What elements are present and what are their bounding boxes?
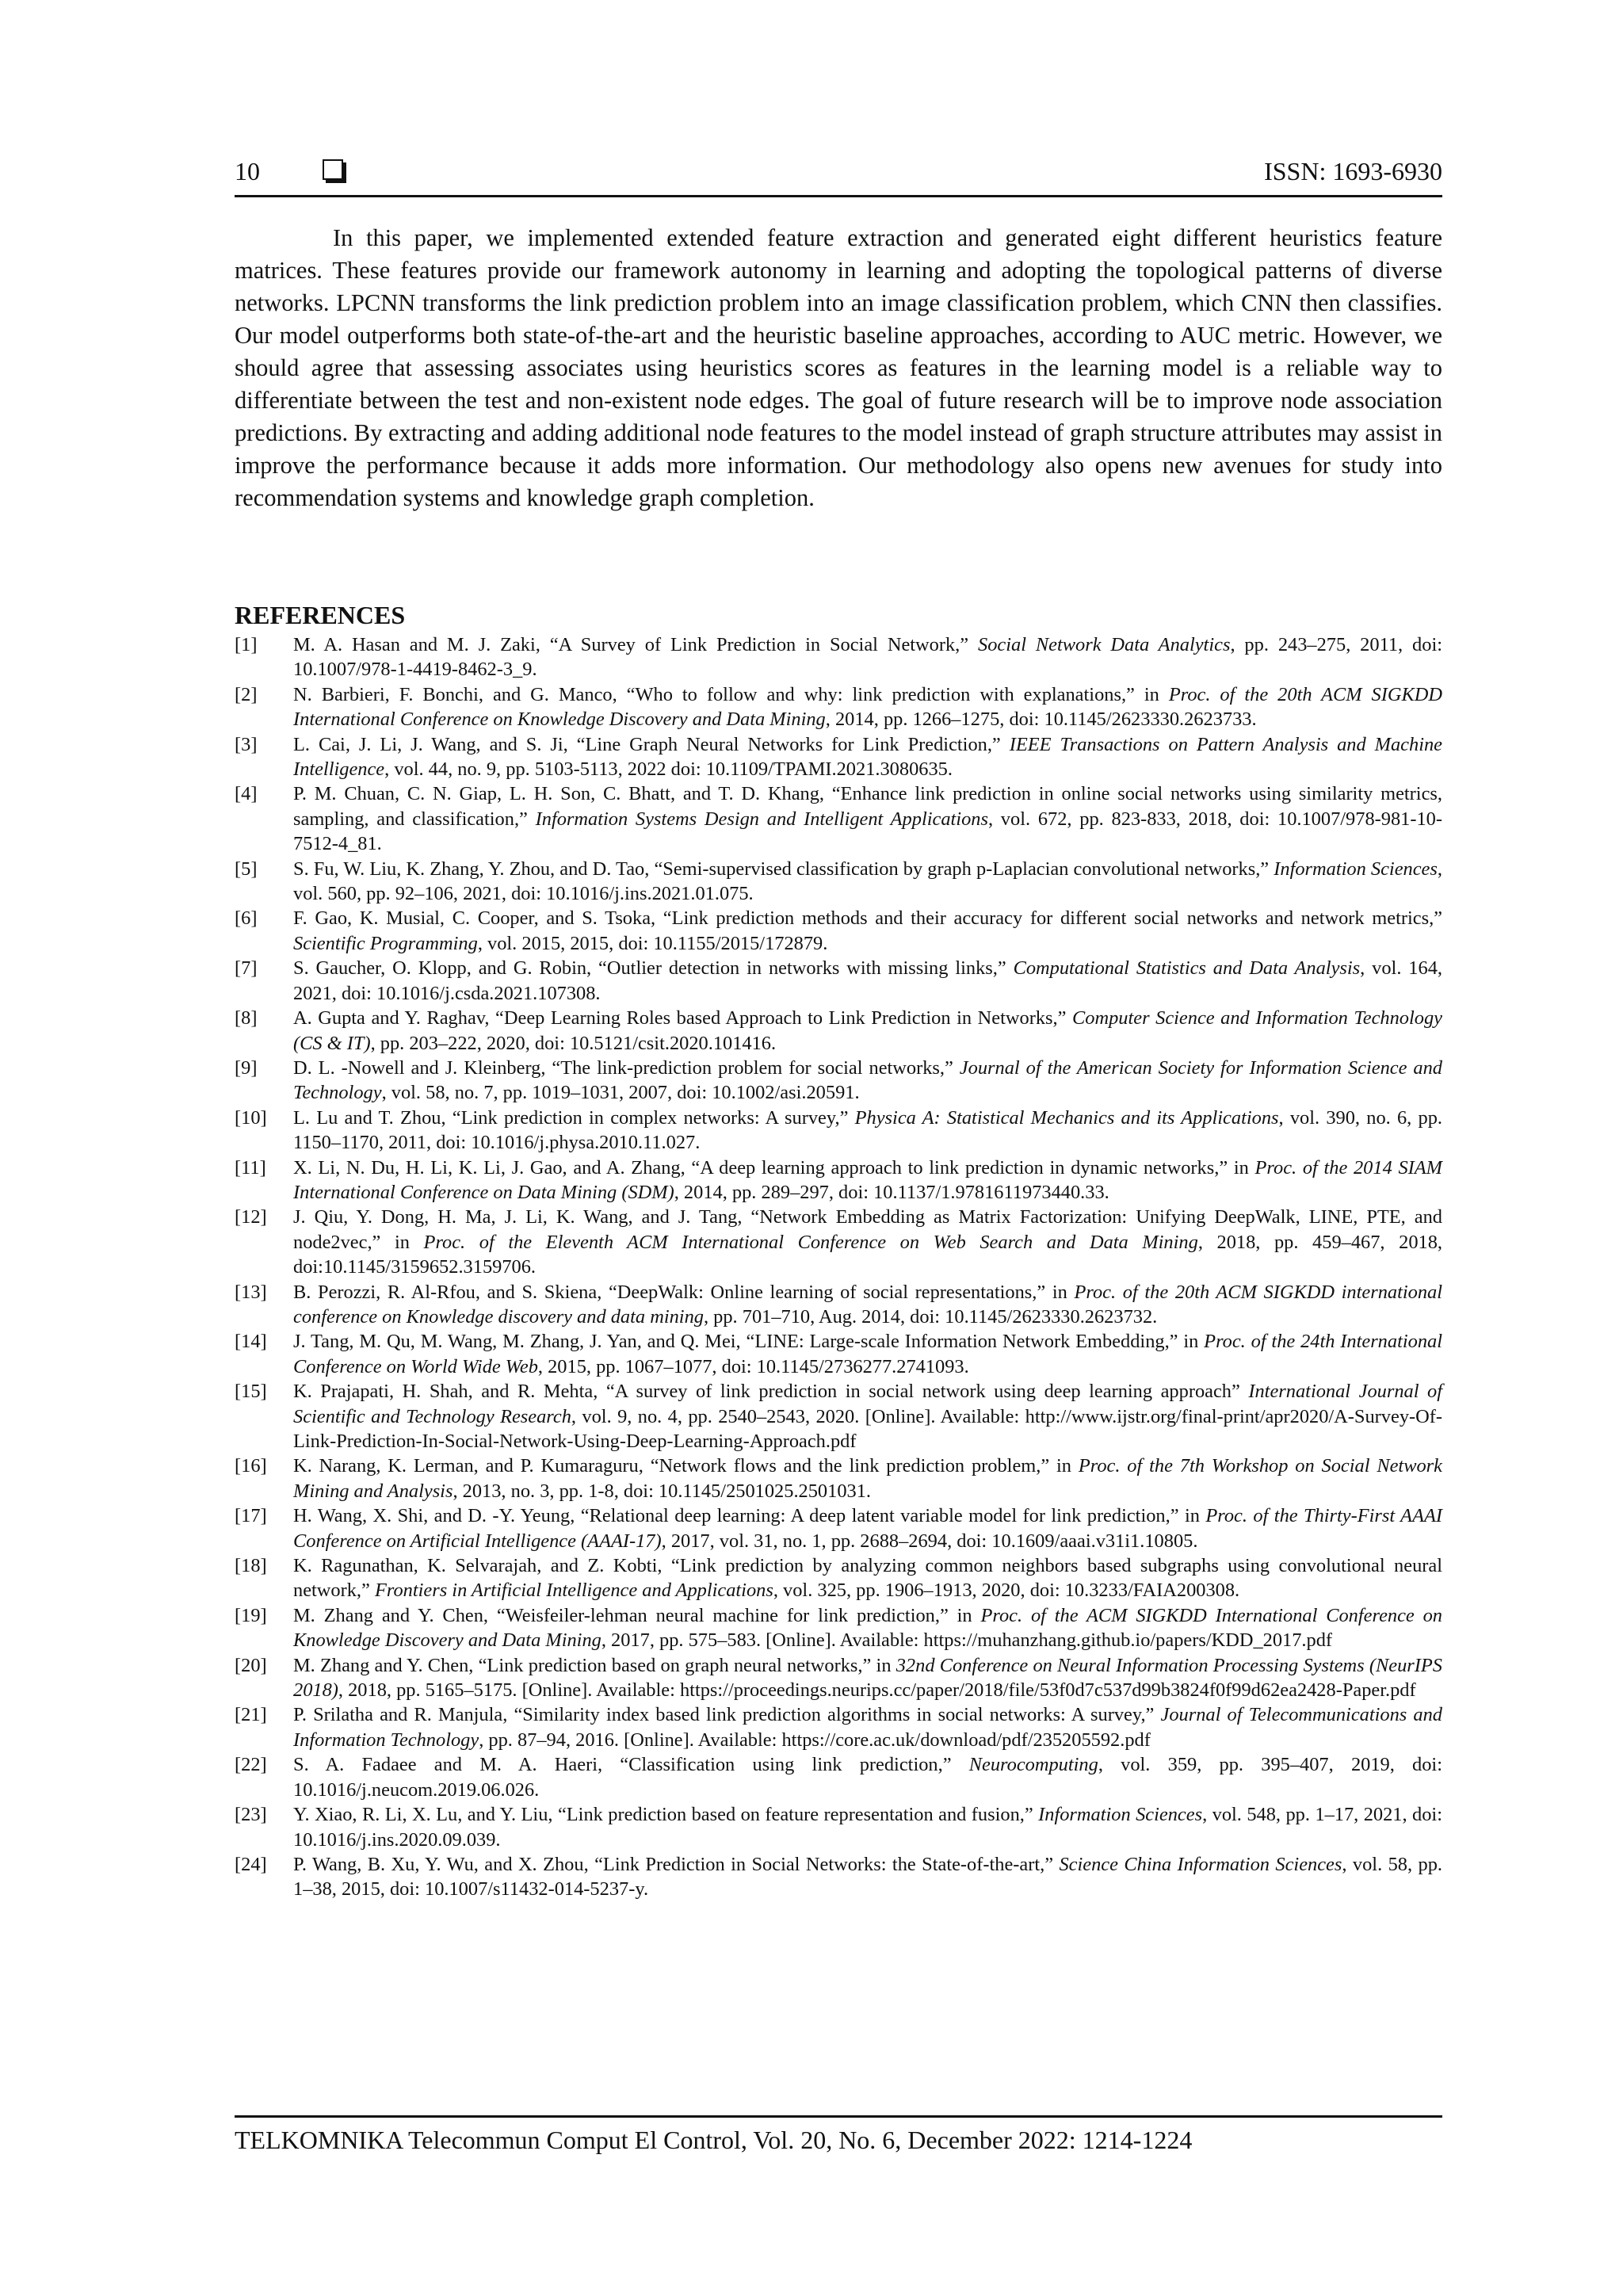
reference-details: , 2018, pp. 5165–5175. [Online]. Available: https://proceedings.neurips.cc/paper/2018/file/53f0d7c537d99b3824f0f99d62ea2428-Paper.pdf: [338, 1679, 1416, 1702]
reference-venue: Neurocomputing: [968, 1754, 1098, 1776]
reference-details: , vol. 2015, 2015, doi: 10.1155/2015/172879.: [477, 932, 828, 954]
reference-details: , pp. 87–94, 2016. [Online]. Available: https://core.ac.uk/download/pdf/235205592.pdf: [479, 1729, 1151, 1751]
reference-item: [235, 781, 1442, 856]
reference-details: , 2015, pp. 1067–1077, doi: 10.1145/2736277.2741093.: [537, 1355, 969, 1377]
reference-authors-title: L. Cai, J. Li, J. Wang, and S. Ji, “Line Graph Neural Networks for Link Prediction,”: [293, 733, 1010, 755]
reference-text: [293, 1454, 1442, 1503]
reference-venue: Proc. of the 20th ACM SIGKDD international conference on Knowledge discovery and data mining: [293, 1281, 1442, 1328]
conclusion-paragraph: In this paper, we implemented extended feature extraction and generated eight different heuristics feature matrices. These features provide our framework autonomy in learning and adopting the topological patterns of diverse networks. LPCNN transforms the link prediction problem into an image classification problem, which CNN then classifies. Our model outperforms both state-of-the-art and the heuristic baseline approaches, according to AUC metric. However, we should agree that assessing associates using heuristics scores as features in the learning model is a reliable way to differentiate between the test and non-existent node edges. The goal of future research will be to improve node association predictions. By extracting and adding additional node features to the model instead of graph structure attributes may assist in improve the performance because it adds more information. Our methodology also opens new avenues for study into recommendation systems and knowledge graph completion.: [235, 224, 1442, 511]
reference-item: [235, 1205, 1442, 1279]
reference-details: , 2017, pp. 575–583. [Online]. Available: https://muhanzhang.github.io/papers/KDD_2017.pdf: [601, 1629, 1333, 1652]
reference-text: [293, 1329, 1442, 1379]
reference-authors-title: Y. Xiao, R. Li, X. Lu, and Y. Liu, “Link prediction based on feature representation and fusion,”: [293, 1804, 1039, 1826]
reference-item: [235, 857, 1442, 907]
reference-details: , vol. 359, pp. 395–407, 2019, doi: 10.1016/j.neucom.2019.06.026.: [293, 1754, 1442, 1801]
reference-authors-title: D. L. -Nowell and J. Kleinberg, “The link-prediction problem for social networks,”: [293, 1056, 960, 1079]
reference-item: [235, 1852, 1442, 1902]
reference-text: [293, 632, 1442, 682]
reference-text: [293, 1106, 1442, 1156]
reference-number: [1]: [235, 634, 258, 655]
reference-venue: Proc. of the 2014 SIAM International Conference on Data Mining (SDM): [293, 1156, 1442, 1203]
reference-details: , vol. 325, pp. 1906–1913, 2020, doi: 10.3233/FAIA200308.: [773, 1580, 1240, 1602]
reference-item: [235, 1702, 1442, 1752]
reference-venue: Journal of Telecommunications and Information Technology: [293, 1704, 1442, 1751]
reference-item: [235, 1503, 1442, 1553]
reference-item: [235, 1802, 1442, 1852]
reference-item: [235, 682, 1442, 732]
reference-venue: Social Network Data Analytics: [978, 634, 1231, 655]
reference-details: , vol. 672, pp. 823-833, 2018, doi: 10.1007/978-981-10-7512-4_81.: [293, 808, 1442, 855]
reference-item: [235, 1653, 1442, 1703]
reference-item: [235, 956, 1442, 1006]
reference-details: , 2014, pp. 1266–1275, doi: 10.1145/2623330.2623733.: [825, 709, 1257, 731]
reference-venue: Computer Science and Information Technology (CS & IT): [293, 1007, 1442, 1054]
reference-text: [293, 1802, 1442, 1852]
references-heading: REFERENCES: [235, 601, 406, 629]
reference-number: [18]: [235, 1555, 267, 1577]
reference-authors-title: M. A. Hasan and M. J. Zaki, “A Survey of Link Prediction in Social Network,”: [293, 634, 979, 655]
reference-details: , pp. 701–710, Aug. 2014, doi: 10.1145/2623330.2623732.: [703, 1305, 1158, 1328]
reference-text: [293, 1702, 1442, 1752]
reference-venue: Information Systems Design and Intelligent Applications: [535, 808, 988, 830]
reference-number: [6]: [235, 907, 258, 930]
reference-text: [293, 1653, 1442, 1703]
page-number: 10: [235, 157, 260, 185]
reference-authors-title: J. Tang, M. Qu, M. Wang, M. Zhang, J. Yan, and Q. Mei, “LINE: Large-scale Information Network Embedding,” in: [293, 1331, 1205, 1353]
reference-authors-title: S. Fu, W. Liu, K. Zhang, Y. Zhou, and D. Tao, “Semi-supervised classification by graph p-Laplacian convolutional networks,”: [293, 858, 1274, 880]
reference-text: [293, 1852, 1442, 1902]
reference-details: , vol. 548, pp. 1–17, 2021, doi: 10.1016/j.ins.2020.09.039.: [293, 1804, 1442, 1851]
running-footer: [235, 2115, 1442, 2156]
reference-authors-title: S. A. Fadaee and M. A. Haeri, “Classification using link prediction,”: [293, 1754, 969, 1776]
reference-details: , 2014, pp. 289–297, doi: 10.1137/1.9781611973440.33.: [674, 1181, 1109, 1203]
reference-number: [14]: [235, 1331, 267, 1353]
reference-text: [293, 1553, 1442, 1603]
reference-item: [235, 1106, 1442, 1156]
reference-authors-title: K. Prajapati, H. Shah, and R. Mehta, “A survey of link prediction in social network using deep learning approach”: [293, 1381, 1249, 1403]
reference-number: [9]: [235, 1056, 258, 1079]
reference-text: [293, 682, 1442, 732]
reference-authors-title: N. Barbieri, F. Bonchi, and G. Manco, “Who to follow and why: link prediction with explanations,” in: [293, 683, 1169, 705]
references-list: [235, 632, 1442, 1902]
reference-text: [293, 857, 1442, 907]
reference-item: [235, 632, 1442, 682]
reference-number: [2]: [235, 683, 258, 705]
reference-number: [11]: [235, 1156, 266, 1179]
reference-venue: Science China Information Sciences: [1059, 1853, 1342, 1875]
reference-number: [7]: [235, 957, 258, 980]
reference-text: [293, 1752, 1442, 1802]
reference-details: , vol. 164, 2021, doi: 10.1016/j.csda.2021.107308.: [293, 957, 1442, 1004]
reference-authors-title: S. Gaucher, O. Klopp, and G. Robin, “Outlier detection in networks with missing links,”: [293, 957, 1014, 980]
reference-item: [235, 1156, 1442, 1205]
reference-number: [16]: [235, 1455, 267, 1477]
reference-number: [19]: [235, 1604, 267, 1626]
reference-number: [5]: [235, 858, 258, 880]
reference-text: [293, 781, 1442, 856]
reference-authors-title: F. Gao, K. Musial, C. Cooper, and S. Tsoka, “Link prediction methods and their accuracy for different social networks and network metrics,”: [293, 907, 1442, 930]
reference-details: , vol. 560, pp. 92–106, 2021, doi: 10.1016/j.ins.2021.01.075.: [293, 858, 1442, 905]
reference-text: [293, 1056, 1442, 1106]
reference-venue: Information Sciences: [1038, 1804, 1203, 1826]
reference-item: [235, 1603, 1442, 1653]
reference-authors-title: A. Gupta and Y. Raghav, “Deep Learning Roles based Approach to Link Prediction in Networks,”: [293, 1007, 1072, 1030]
reference-text: [293, 1603, 1442, 1653]
reference-item: [235, 1056, 1442, 1106]
reference-details: , vol. 9, no. 4, pp. 2540–2543, 2020. [Online]. Available: http://www.ijstr.org/final-print/apr2020/A-Survey-Of-Link-Prediction-In-Social-Network-Using-Deep-Learning-Approach.pdf: [293, 1405, 1442, 1452]
reference-details: , vol. 390, no. 6, pp. 1150–1170, 2011, doi: 10.1016/j.physa.2010.11.027.: [293, 1106, 1442, 1154]
reference-authors-title: J. Qiu, Y. Dong, H. Ma, J. Li, K. Wang, and J. Tang, “Network Embedding as Matrix Factorization: Unifying DeepWalk, LINE, PTE, and node2vec,” in: [293, 1206, 1442, 1253]
reference-authors-title: P. Wang, B. Xu, Y. Wu, and X. Zhou, “Link Prediction in Social Networks: the State-of-the-art,”: [293, 1853, 1060, 1875]
reference-venue: Proc. of the ACM SIGKDD International Conference on Knowledge Discovery and Data Mining: [293, 1604, 1442, 1652]
reference-number: [21]: [235, 1704, 267, 1726]
reference-number: [24]: [235, 1853, 267, 1875]
reference-details: , 2018, pp. 459–467, 2018, doi:10.1145/3159652.3159706.: [293, 1231, 1443, 1278]
reference-authors-title: L. Lu and T. Zhou, “Link prediction in complex networks: A survey,”: [293, 1106, 855, 1129]
issn-label: ISSN: 1693-6930: [1264, 157, 1442, 185]
footer-citation: TELKOMNIKA Telecommun Comput El Control, Vol. 20, No. 6, December 2022: 1214-1224: [235, 2126, 1193, 2154]
reference-details: , 2013, no. 3, pp. 1-8, doi: 10.1145/2501025.2501031.: [453, 1480, 872, 1502]
reference-details: , pp. 243–275, 2011, doi: 10.1007/978-1-4419-8462-3_9.: [293, 634, 1443, 681]
reference-venue: Proc. of the 7th Workshop on Social Network Mining and Analysis: [293, 1455, 1442, 1502]
reference-venue: International Journal of Scientific and Technology Research: [293, 1381, 1442, 1427]
reference-authors-title: M. Zhang and Y. Chen, “Link prediction based on graph neural networks,” in: [293, 1654, 896, 1676]
shadowed-box-icon: [323, 159, 343, 180]
reference-text: [293, 1156, 1442, 1205]
reference-text: [293, 1379, 1442, 1454]
reference-item: [235, 1379, 1442, 1454]
reference-text: [293, 906, 1442, 956]
reference-item: [235, 1752, 1442, 1802]
reference-venue: Proc. of the 20th ACM SIGKDD International Conference on Knowledge Discovery and Data Mining: [293, 683, 1442, 731]
reference-authors-title: K. Narang, K. Lerman, and P. Kumaraguru, “Network flows and the link prediction problem,” in: [293, 1455, 1079, 1477]
reference-item: [235, 1553, 1442, 1603]
reference-text: [293, 956, 1442, 1006]
reference-item: [235, 906, 1442, 956]
reference-number: [13]: [235, 1281, 267, 1303]
reference-details: , vol. 44, no. 9, pp. 5103-5113, 2022 doi: 10.1109/TPAMI.2021.3080635.: [384, 758, 953, 781]
reference-venue: Scientific Programming: [293, 932, 478, 954]
reference-authors-title: M. Zhang and Y. Chen, “Weisfeiler-lehman neural machine for link prediction,” in: [293, 1604, 981, 1626]
reference-authors-title: K. Ragunathan, K. Selvarajah, and Z. Kobti, “Link prediction by analyzing common neighbors based subgraphs using convolutional neural network,”: [293, 1555, 1442, 1602]
reference-number: [4]: [235, 783, 258, 805]
reference-number: [8]: [235, 1007, 258, 1030]
reference-authors-title: P. M. Chuan, C. N. Giap, L. H. Son, C. Bhatt, and T. D. Khang, “Enhance link prediction in online social networks using similarity metrics, sampling, and classification,”: [293, 783, 1442, 830]
reference-text: [293, 1006, 1442, 1056]
reference-number: [15]: [235, 1381, 267, 1403]
reference-number: [10]: [235, 1106, 267, 1129]
reference-venue: IEEE Transactions on Pattern Analysis and Machine Intelligence: [293, 733, 1442, 781]
reference-venue: Proc. of the Thirty-First AAAI Conference on Artificial Intelligence (AAAI-17): [293, 1505, 1442, 1552]
reference-details: , vol. 58, no. 7, pp. 1019–1031, 2007, doi: 10.1002/asi.20591.: [381, 1082, 860, 1104]
reference-text: [293, 732, 1442, 782]
reference-authors-title: P. Srilatha and R. Manjula, “Similarity index based link prediction algorithms in social networks: A survey,”: [293, 1704, 1161, 1726]
reference-item: [235, 1454, 1442, 1503]
running-header: [235, 155, 1442, 197]
reference-item: [235, 1329, 1442, 1379]
reference-venue: Frontiers in Artificial Intelligence and Applications: [374, 1580, 773, 1602]
reference-details: , pp. 203–222, 2020, doi: 10.5121/csit.2020.101416.: [370, 1032, 777, 1054]
reference-authors-title: H. Wang, X. Shi, and D. -Y. Yeung, “Relational deep learning: A deep latent variable model for link prediction,” in: [293, 1505, 1206, 1527]
reference-venue: 32nd Conference on Neural Information Processing Systems (NeurIPS 2018): [293, 1654, 1442, 1702]
reference-item: [235, 1280, 1442, 1330]
reference-text: [293, 1503, 1442, 1553]
reference-venue: Proc. of the Eleventh ACM International Conference on Web Search and Data Mining: [423, 1231, 1198, 1253]
reference-number: [3]: [235, 733, 258, 755]
reference-venue: Information Sciences: [1274, 858, 1438, 880]
reference-venue: Journal of the American Society for Information Science and Technology: [293, 1056, 1442, 1104]
reference-venue: Proc. of the 24th International Conference on World Wide Web: [293, 1331, 1442, 1377]
reference-number: [22]: [235, 1754, 267, 1776]
reference-number: [17]: [235, 1505, 267, 1527]
reference-item: [235, 1006, 1442, 1056]
reference-number: [20]: [235, 1654, 267, 1676]
reference-number: [23]: [235, 1804, 267, 1826]
reference-text: [293, 1280, 1442, 1330]
reference-item: [235, 732, 1442, 782]
reference-venue: Physica A: Statistical Mechanics and its Applications: [854, 1106, 1279, 1129]
reference-venue: Computational Statistics and Data Analysis: [1013, 957, 1361, 980]
reference-details: , 2017, vol. 31, no. 1, pp. 2688–2694, doi: 10.1609/aaai.v31i1.10805.: [661, 1530, 1198, 1552]
reference-authors-title: B. Perozzi, R. Al-Rfou, and S. Skiena, “DeepWalk: Online learning of social representations,” in: [293, 1281, 1075, 1303]
reference-text: [293, 1205, 1442, 1279]
reference-authors-title: X. Li, N. Du, H. Li, K. Li, J. Gao, and A. Zhang, “A deep learning approach to link prediction in dynamic networks,” in: [293, 1156, 1255, 1179]
reference-number: [12]: [235, 1206, 267, 1228]
reference-details: , vol. 58, pp. 1–38, 2015, doi: 10.1007/s11432-014-5237-y.: [293, 1853, 1442, 1901]
